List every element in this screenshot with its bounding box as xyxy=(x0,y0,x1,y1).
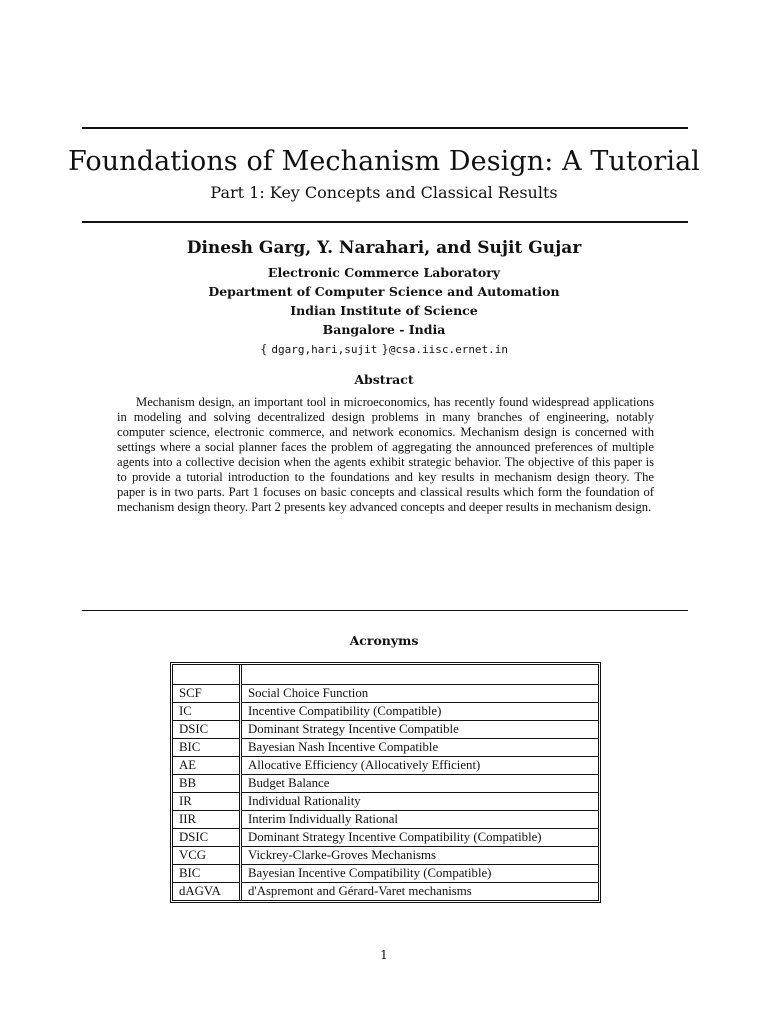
table-row xyxy=(173,757,598,775)
acronym-expansion: Incentive Compatibility (Compatible) xyxy=(241,703,599,721)
acronym-expansion: Dominant Strategy Incentive Compatibility (Compatible) xyxy=(241,829,599,847)
email-close-brace: } xyxy=(381,342,389,356)
top-rule xyxy=(82,127,688,129)
acronym-abbreviation: IIR xyxy=(173,811,241,829)
abstract-heading: Abstract xyxy=(354,372,414,387)
table-row xyxy=(173,685,598,703)
acronym-abbreviation: BIC xyxy=(173,865,241,883)
table-row xyxy=(173,847,598,865)
table-row xyxy=(173,811,598,829)
acronyms-table xyxy=(170,662,601,903)
acronym-expansion: Dominant Strategy Incentive Compatible xyxy=(241,721,599,739)
acronym-abbreviation: dAGVA xyxy=(173,883,241,901)
author-list: Dinesh Garg, Y. Narahari, and Sujit Gujar xyxy=(186,238,582,258)
acronym-abbreviation: SCF xyxy=(173,685,241,703)
acronym-abbreviation: DSIC xyxy=(173,829,241,847)
table-row xyxy=(173,775,598,793)
acronym-expansion: Social Choice Function xyxy=(241,685,599,703)
paper-title: Foundations of Mechanism Design: A Tutorial xyxy=(68,146,700,177)
acronym-expansion: Interim Individually Rational xyxy=(241,811,599,829)
table-row xyxy=(173,829,598,847)
acronym-abbreviation: BB xyxy=(173,775,241,793)
author-emails xyxy=(0,342,768,356)
affiliation-location: Bangalore - India xyxy=(322,322,446,337)
acronym-expansion: Bayesian Incentive Compatibility (Compatible) xyxy=(241,865,599,883)
paper-subtitle: Part 1: Key Concepts and Classical Results xyxy=(210,183,558,202)
abstract-body: Mechanism design, an important tool in microeconomics, has recently found widespread applications in modeling and solving decentralized design problems in many branches of engineering, notably computer science, electronic commerce, and network economics. Mechanism design is concerned with settings where a social planner faces the problem of aggregating the announced preferences of multiple agents into a collective decision when the agents exhibit strategic behavior. The objective of this paper is to provide a tutorial introduction to the foundations and key results in mechanism design theory. The paper is in two parts. Part 1 focuses on basic concepts and classical results which form the foundation of mechanism design theory. Part 2 presents key advanced concepts and deeper results in mechanism design. xyxy=(117,395,654,514)
email-open-brace: { xyxy=(259,342,268,356)
affiliation-department: Department of Computer Science and Automation xyxy=(208,284,560,299)
acronym-expansion: Individual Rationality xyxy=(241,793,599,811)
acronym-abbreviation: AE xyxy=(173,757,241,775)
section-divider-rule xyxy=(82,610,688,611)
acronym-expansion: Vickrey-Clarke-Groves Mechanisms xyxy=(241,847,599,865)
table-row xyxy=(173,739,598,757)
table-spacer-cell xyxy=(241,665,599,685)
acronym-expansion: Bayesian Nash Incentive Compatible xyxy=(241,739,599,757)
table-row xyxy=(173,865,598,883)
acronym-expansion: Allocative Efficiency (Allocatively Efficient) xyxy=(241,757,599,775)
table-row xyxy=(173,793,598,811)
acronym-abbreviation: IC xyxy=(173,703,241,721)
acronym-abbreviation: IR xyxy=(173,793,241,811)
acronyms-heading: Acronyms xyxy=(349,633,419,648)
acronym-abbreviation: DSIC xyxy=(173,721,241,739)
email-domain: @csa.iisc.ernet.in xyxy=(388,343,509,356)
acronym-abbreviation: VCG xyxy=(173,847,241,865)
email-users: dgarg,hari,sujit xyxy=(271,343,378,356)
page-number: 1 xyxy=(380,948,388,962)
table-spacer-cell xyxy=(173,665,241,685)
table-row xyxy=(173,703,598,721)
acronym-expansion: d'Aspremont and Gérard-Varet mechanisms xyxy=(241,883,599,901)
acronym-expansion: Budget Balance xyxy=(241,775,599,793)
table-row xyxy=(173,721,598,739)
affiliation-institute: Indian Institute of Science xyxy=(290,303,478,318)
acronym-abbreviation: BIC xyxy=(173,739,241,757)
table-row xyxy=(173,883,598,901)
title-bottom-rule xyxy=(82,221,688,223)
table-spacer-row xyxy=(173,665,598,685)
affiliation-lab: Electronic Commerce Laboratory xyxy=(267,265,501,280)
